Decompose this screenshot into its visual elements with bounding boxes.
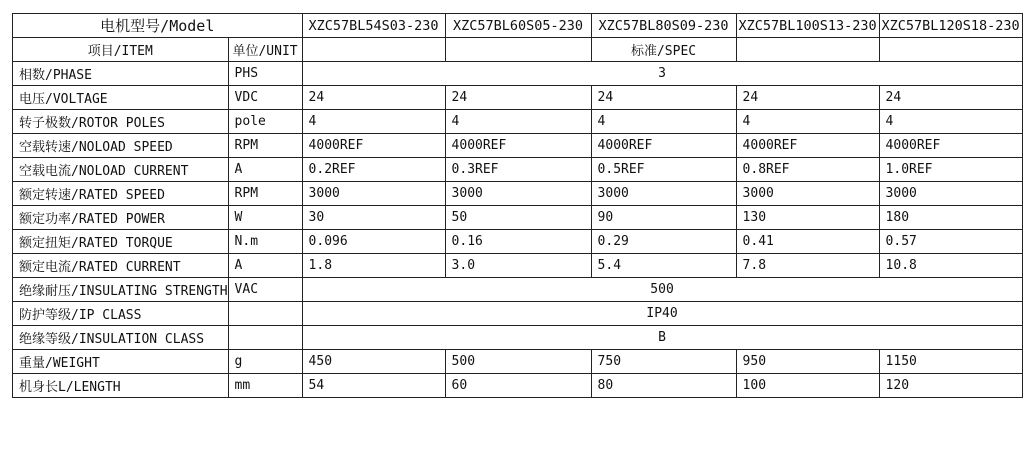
spec-value: 60 [445,374,591,398]
spec-value: 4000REF [445,134,591,158]
spec-value: 80 [591,374,736,398]
spec-item-label: 空载转速/NOLOAD SPEED [13,134,229,158]
empty-cell [302,38,445,62]
spec-value: 750 [591,350,736,374]
spec-value: 0.2REF [302,158,445,182]
spec-unit: RPM [228,134,302,158]
spec-item-label: 额定电流/RATED CURRENT [13,254,229,278]
spec-value: 7.8 [736,254,879,278]
spec-value: 0.5REF [591,158,736,182]
unit-header: 单位/UNIT [228,38,302,62]
spec-value: 950 [736,350,879,374]
spec-value: 4 [736,110,879,134]
spec-item-label: 电压/VOLTAGE [13,86,229,110]
spec-row [13,86,1023,110]
spec-row [13,158,1023,182]
spec-value: 5.4 [591,254,736,278]
spec-row [13,110,1023,134]
spec-value: 100 [736,374,879,398]
spec-value: 24 [736,86,879,110]
spec-value: 1150 [879,350,1022,374]
spec-value: 4 [302,110,445,134]
spec-row [13,62,1023,86]
spec-value: 4000REF [302,134,445,158]
spec-value: 24 [591,86,736,110]
spec-unit: pole [228,110,302,134]
spec-item-label: 空载电流/NOLOAD CURRENT [13,158,229,182]
spec-value: 0.8REF [736,158,879,182]
empty-cell [736,38,879,62]
spec-item-label: 额定转速/RATED SPEED [13,182,229,206]
spec-merged-value: B [302,326,1022,350]
spec-item-label: 机身长L/LENGTH [13,374,229,398]
spec-unit: g [228,350,302,374]
spec-item-label: 相数/PHASE [13,62,229,86]
spec-unit: N.m [228,230,302,254]
spec-row [13,182,1023,206]
spec-value: 24 [445,86,591,110]
spec-value: 30 [302,206,445,230]
model-name: XZC57BL60S05-230 [445,14,591,38]
spec-row [13,254,1023,278]
spec-merged-value: 500 [302,278,1022,302]
spec-value: 24 [302,86,445,110]
spec-value: 3000 [879,182,1022,206]
spec-value: 4000REF [879,134,1022,158]
subheader-row [13,38,1023,62]
spec-value: 1.0REF [879,158,1022,182]
spec-item-label: 转子极数/ROTOR POLES [13,110,229,134]
spec-unit: A [228,254,302,278]
spec-header: 标准/SPEC [591,38,736,62]
spec-value: 50 [445,206,591,230]
spec-value: 3.0 [445,254,591,278]
spec-value: 180 [879,206,1022,230]
spec-row [13,374,1023,398]
model-header-label: 电机型号/Model [13,14,303,38]
model-name: XZC57BL100S13-230 [736,14,879,38]
empty-cell [879,38,1022,62]
model-name: XZC57BL120S18-230 [879,14,1022,38]
spec-unit: mm [228,374,302,398]
empty-cell [445,38,591,62]
spec-item-label: 额定扭矩/RATED TORQUE [13,230,229,254]
model-name: XZC57BL80S09-230 [591,14,736,38]
model-header-row [13,14,1023,38]
spec-rows [13,62,1023,398]
spec-unit [228,326,302,350]
spec-value: 10.8 [879,254,1022,278]
spec-merged-value: 3 [302,62,1022,86]
spec-merged-value: IP40 [302,302,1022,326]
spec-value: 500 [445,350,591,374]
spec-unit: PHS [228,62,302,86]
spec-row [13,206,1023,230]
spec-row [13,350,1023,374]
spec-value: 0.096 [302,230,445,254]
spec-value: 0.16 [445,230,591,254]
spec-table [12,13,1023,398]
spec-value: 0.3REF [445,158,591,182]
spec-row [13,230,1023,254]
spec-value: 130 [736,206,879,230]
spec-unit: RPM [228,182,302,206]
spec-value: 1.8 [302,254,445,278]
spec-value: 3000 [736,182,879,206]
spec-unit: W [228,206,302,230]
spec-unit [228,302,302,326]
spec-value: 4000REF [591,134,736,158]
spec-unit: A [228,158,302,182]
spec-value: 120 [879,374,1022,398]
spec-value: 90 [591,206,736,230]
spec-value: 4 [591,110,736,134]
spec-value: 54 [302,374,445,398]
spec-value: 0.57 [879,230,1022,254]
spec-item-label: 绝缘耐压/INSULATING STRENGTH [13,278,229,302]
item-header: 项目/ITEM [13,38,229,62]
model-name: XZC57BL54S03-230 [302,14,445,38]
spec-item-label: 重量/WEIGHT [13,350,229,374]
spec-value: 3000 [302,182,445,206]
spec-value: 24 [879,86,1022,110]
spec-value: 450 [302,350,445,374]
spec-value: 4 [445,110,591,134]
spec-value: 3000 [445,182,591,206]
spec-unit: VDC [228,86,302,110]
spec-value: 4000REF [736,134,879,158]
spec-row [13,278,1023,302]
spec-row [13,302,1023,326]
spec-item-label: 绝缘等级/INSULATION CLASS [13,326,229,350]
spec-row [13,134,1023,158]
spec-item-label: 防护等级/IP CLASS [13,302,229,326]
spec-value: 0.41 [736,230,879,254]
spec-row [13,326,1023,350]
spec-item-label: 额定功率/RATED POWER [13,206,229,230]
spec-value: 4 [879,110,1022,134]
spec-value: 0.29 [591,230,736,254]
spec-value: 3000 [591,182,736,206]
spec-unit: VAC [228,278,302,302]
